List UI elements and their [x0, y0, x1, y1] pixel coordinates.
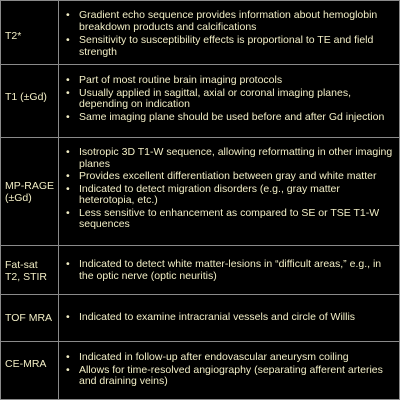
table-row-fatsat [1, 245, 399, 294]
table-row-tofmra [1, 294, 399, 341]
bullet-item: • Isotropic 3D T1-W sequence, allowing reformatting in other imaging planes [63, 147, 395, 170]
bullet-item: • Usually applied in sagittal, axial or coronal imaging planes, depending on indication [63, 88, 395, 111]
row-bullets [63, 10, 395, 58]
row-label: T1 (±Gd) [5, 91, 47, 103]
column-divider [58, 1, 59, 64]
bullet-item: • Indicated in follow-up after endovascular aneurysm coiling [63, 352, 395, 364]
bullet-item: • Indicated to detect white matter-lesions in “difficult areas,” e.g., in the optic nerve (optic neuritis) [63, 259, 395, 282]
bullet-item: • Indicated to examine intracranial vessels and circle of Willis [63, 312, 395, 324]
table-row-t2star [1, 1, 399, 64]
bullet-item: • Same imaging plane should be used before and after Gd injection [63, 112, 395, 124]
bullet-item: • Allows for time-resolved angiography (separating afferent arteries and draining veins) [63, 365, 395, 388]
row-bullets [63, 352, 395, 388]
row-label: CE-MRA [5, 358, 47, 370]
row-bullets [63, 147, 395, 231]
row-bullets [63, 259, 395, 282]
column-divider [58, 65, 59, 137]
table-row-t1 [1, 64, 399, 137]
row-label: TOF MRA [5, 312, 53, 324]
bullet-item: • Provides excellent differentiation between gray and white matter [63, 171, 395, 183]
row-bullets [63, 75, 395, 123]
column-divider [58, 342, 59, 399]
bullet-item: • Less sensitive to enhancement as compared to SE or TSE T1-W sequences [63, 208, 395, 231]
row-label: MP-RAGE (±Gd) [5, 180, 55, 204]
table-row-cemra [1, 341, 399, 399]
row-label: Fat-sat T2, STIR [5, 259, 48, 283]
bullet-item: • Indicated to detect migration disorders (e.g., gray matter heterotopia, etc.) [63, 184, 395, 207]
column-divider [58, 246, 59, 294]
row-bullets [63, 312, 395, 324]
bullet-item: • Sensitivity to susceptibility effects is proportional to TE and field strength [63, 35, 395, 58]
bullet-item: • Part of most routine brain imaging protocols [63, 75, 395, 87]
bullet-item: • Gradient echo sequence provides information about hemoglobin breakdown products and calcifications [63, 10, 395, 33]
table-row-mprage [1, 137, 399, 245]
row-label: T2* [5, 30, 22, 42]
column-divider [58, 138, 59, 245]
column-divider [58, 295, 59, 341]
